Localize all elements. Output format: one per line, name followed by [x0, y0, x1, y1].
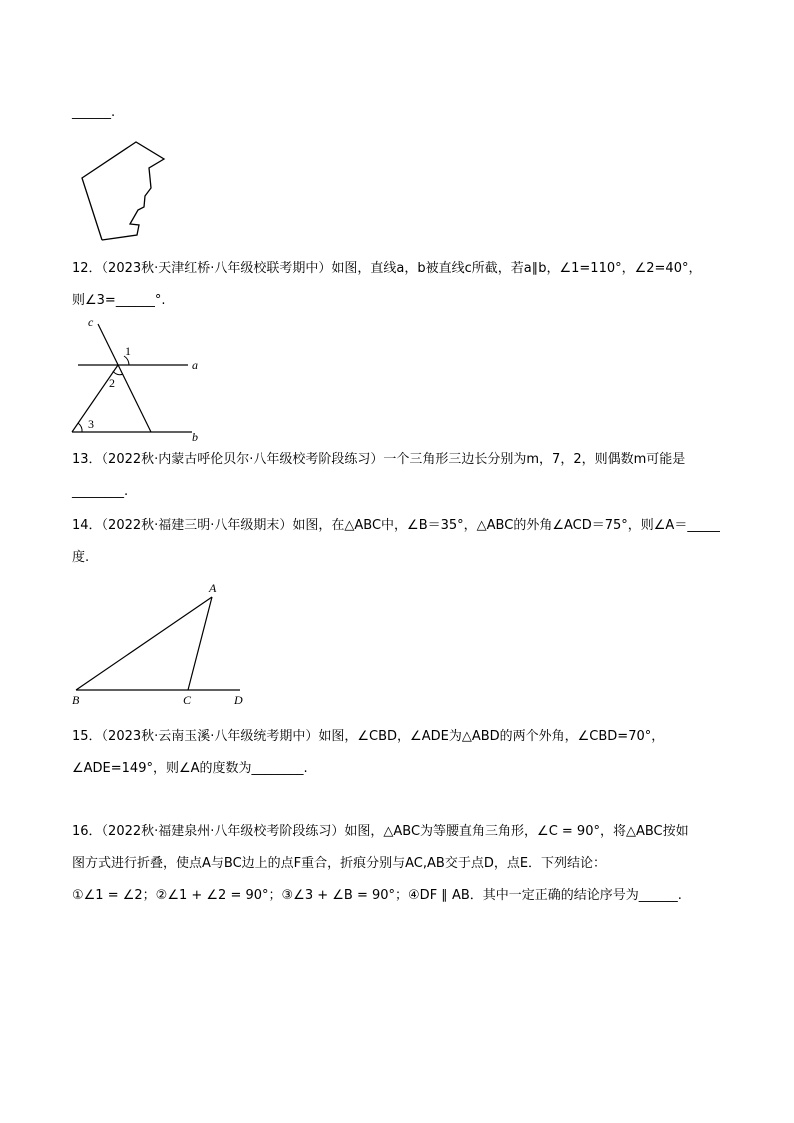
q14-text-line2: 度.: [72, 550, 90, 565]
polygon-figure: [70, 132, 190, 252]
previous-answer-blank: ______.: [72, 105, 116, 120]
q12-text-line2: 则∠3=______°.: [72, 293, 166, 308]
label-b: b: [192, 430, 198, 444]
q15-text-line1: 15．（2023秋·云南玉溪·八年级统考期中）如图，∠CBD，∠ADE为△ABD的两个外角，∠CBD=70°，: [72, 729, 665, 744]
q16-text-line1: 16．（2022秋·福建泉州·八年级校考阶段练习）如图，△ABC为等腰直角三角形，∠C = 90°，将△ABC按如: [72, 824, 689, 839]
q12-figure: [68, 314, 208, 444]
label-B: B: [72, 693, 80, 707]
label-c: c: [88, 315, 94, 329]
q16-text-line2: 图方式进行折叠，使点A与BC边上的点F重合，折痕分别与AC,AB交于点D，点E．下列结论：: [72, 856, 607, 871]
q12-text-line1: 12．（2023秋·天津红桥·八年级校联考期中）如图，直线a，b被直线c所截，若a∥b，∠1=110°，∠2=40°，: [72, 261, 702, 276]
label-a: a: [192, 358, 198, 372]
label-A: A: [209, 581, 217, 595]
q15-text-line2: ∠ADE=149°，则∠A的度数为________.: [72, 761, 308, 776]
line-c: [98, 324, 151, 432]
label-2: 2: [109, 376, 115, 390]
label-1: 1: [125, 344, 131, 358]
q13-text-line1: 13．（2022秋·内蒙古呼伦贝尔·八年级校考阶段练习）一个三角形三边长分别为m，7，2，则偶数m可能是: [72, 452, 686, 467]
q14-text-line1: 14．（2022秋·福建三明·八年级期末）如图，在△ABC中，∠B＝35°，△ABC的外角∠ACD＝75°，则∠A＝_____: [72, 518, 720, 533]
q14-figure: [66, 580, 256, 710]
polygon-outline: [82, 142, 164, 240]
q13-text-line2: ________.: [72, 484, 129, 499]
label-D: D: [234, 693, 243, 707]
angle3-arc: [78, 423, 82, 432]
label-3: 3: [88, 417, 94, 431]
q16-text-line3: ①∠1 = ∠2；②∠1 + ∠2 = 90°；③∠3 + ∠B = 90°；④DF ∥ AB．其中一定正确的结论序号为______.: [72, 888, 682, 903]
label-C: C: [183, 693, 192, 707]
